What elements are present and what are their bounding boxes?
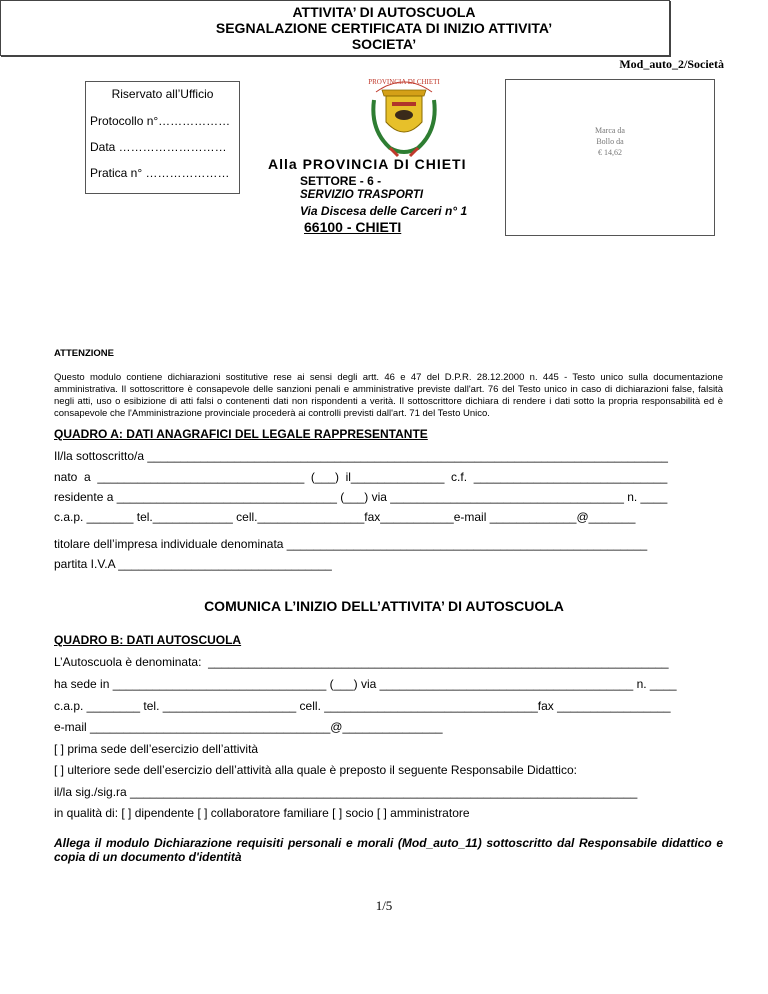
document-title-box [0, 0, 670, 56]
quadro-b-heading: QUADRO B: DATI AUTOSCUOLA [54, 633, 242, 647]
stamp-line-3: € 14,62 [598, 148, 622, 157]
page-number: 1/5 [375, 898, 393, 913]
logo-text: PROVINCIA DI CHIETI [368, 78, 440, 86]
stamp-line-2: Bollo da [596, 137, 624, 146]
stamp-line-1: Marca da [595, 126, 625, 135]
ulteriore-sede-checkbox[interactable]: [ ] ulteriore sede dell’esercizio dell’attività alla quale è preposto il seguente Responsabile Didattico: [54, 763, 577, 777]
address-settore: SETTORE - 6 - [300, 174, 382, 188]
title-line-1: ATTIVITA’ DI AUTOSCUOLA [292, 4, 476, 20]
quadro-a-line-5[interactable]: titolare dell’impresa individuale denominata ______________________________________________________ [54, 537, 648, 551]
allega-note: Allega il modulo Dichiarazione requisiti personali e morali (Mod_auto_11) sottoscritto dal Responsabile didattico e copia di un documento d'identità [54, 836, 723, 864]
quadro-a-line-4[interactable]: c.a.p. _______ tel.____________ cell.________________fax___________e-mail _____________@_______ [54, 510, 636, 524]
data-field: Data ……………………… [90, 140, 227, 154]
quadro-a-line-3[interactable]: residente a _________________________________ (___) via ___________________________________ n. ____ [54, 490, 668, 504]
prima-sede-checkbox[interactable]: [ ] prima sede dell’esercizio dell’attività [54, 742, 259, 756]
responsabile-field[interactable]: il/la sig./sig.ra ____________________________________________________________________________ [54, 785, 638, 799]
form-code: Mod_auto_2/Società [619, 57, 724, 71]
quadro-b-line-1[interactable]: L’Autoscuola è denominata: _____________________________________________________________________ [54, 655, 669, 669]
address-city: 66100 - CHIETI [304, 219, 402, 235]
comunica-heading: COMUNICA L’INIZIO DELL’ATTIVITA’ DI AUTOSCUOLA [204, 598, 564, 614]
quadro-b-line-2[interactable]: ha sede in ________________________________ (___) via ______________________________________ n. ____ [54, 677, 677, 691]
qualita-options[interactable]: in qualità di: [ ] dipendente [ ] collaboratore familiare [ ] socio [ ] amministratore [54, 806, 470, 820]
address-servizio: SERVIZIO TRASPORTI [300, 189, 424, 201]
quadro-a-line-6[interactable]: partita I.V.A ________________________________ [54, 557, 332, 571]
office-title: Riservato all’Ufficio [111, 87, 214, 101]
office-reserved-box [85, 81, 240, 194]
pratica-field: Pratica n° ………………… [90, 166, 230, 180]
quadro-a-heading: QUADRO A: DATI ANAGRAFICI DEL LEGALE RAPPRESENTANTE [54, 427, 428, 441]
title-line-2: SEGNALAZIONE CERTIFICATA DI INIZIO ATTIVITA’ [215, 20, 553, 36]
address-via: Via Discesa delle Carceri n° 1 [300, 204, 468, 218]
address-to: Alla PROVINCIA DI CHIETI [268, 156, 467, 172]
stamp-box [505, 79, 715, 236]
quadro-a-line-1[interactable]: Il/la sottoscritto/a ______________________________________________________________________________ [54, 449, 668, 463]
quadro-b-line-4[interactable]: e-mail ____________________________________@_______________ [54, 720, 443, 734]
attention-heading: ATTENZIONE [54, 348, 114, 359]
protocollo-field: Protocollo n°……………… [90, 114, 231, 128]
provincia-logo-icon [368, 70, 440, 160]
title-line-3: SOCIETA’ [351, 36, 417, 52]
quadro-b-line-3[interactable]: c.a.p. ________ tel. ____________________ cell. ________________________________fax _________________ [54, 699, 671, 713]
attention-text: Questo modulo contiene dichiarazioni sostitutive rese ai sensi degli artt. 46 e 47 del D.P.R. 28.12.2000 n. 445 - Testo unico sulla documentazione amministrativa. Il sottoscrittore è consapevole delle sanzioni penali e amministrative previste dall'art. 76 del Testo unico in caso di dichiarazioni false, falsità negli atti, uso o esibizione di atti falsi o contenenti dati non rispondenti a verità. Il sottoscrittore dichiara di rendere i dati sotto la propria responsabilità ed è consapevole che l'Amministrazione provinciale procederà ai controlli previsti dall'art. 71 del Testo Unico. [54, 372, 723, 419]
quadro-a-line-2[interactable]: nato a _______________________________ (___) il______________ c.f. _____________________________ [54, 470, 668, 484]
